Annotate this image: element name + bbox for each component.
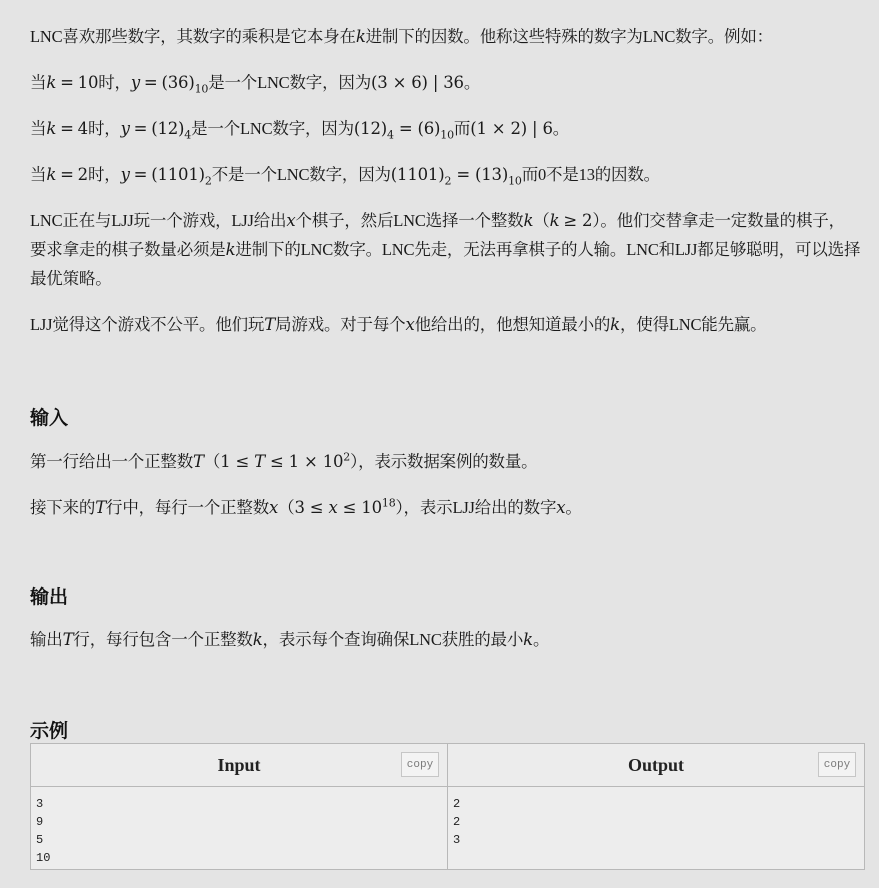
sample-input-line: 9	[36, 815, 44, 829]
sample-table	[30, 743, 865, 870]
input-section-body	[30, 447, 861, 539]
sample-output-header-label: Output	[627, 754, 685, 775]
statement-intro: LNC喜欢那些数字，其数字的乘积是它本身在k进制下的因数。他称这些特殊的数字为LNC数字。例如：	[30, 27, 773, 46]
sample-output-line: 2	[453, 815, 461, 829]
sample-input-header-label: Input	[217, 754, 261, 775]
output-section-body	[30, 625, 861, 671]
sample-output-line: 2	[453, 797, 461, 811]
input-section-title: 输入	[30, 408, 69, 429]
copy-input-button[interactable]: copy	[401, 752, 439, 777]
sample-output-header	[448, 744, 864, 787]
sample-output-column	[447, 744, 864, 869]
sample-section-title: 示例	[30, 721, 69, 742]
sample-input-line: 5	[36, 833, 44, 847]
sample-input-line: 10	[36, 851, 51, 865]
statement-game: LNC正在与LJJ玩一个游戏，LJJ给出x个棋子，然后LNC选择一个整数k（k ≥ 2）。他们交替拿走一定数量的棋子，要求拿走的棋子数量必须是k进制下的LNC数字。LNC先走，无法再拿棋子的人输。LNC和LJJ都足够聪明，可以选择最优策略。	[30, 211, 861, 288]
statement-task: LJJ觉得这个游戏不公平。他们玩T局游戏。对于每个x他给出的，他想知道最小的k，使得LNC能先赢。	[30, 315, 767, 334]
sample-input-header	[31, 744, 447, 787]
input-line-1: 第一行给出一个正整数$T(1 \le T \le 1 \times 10^2)$，表示数据案例的数量。	[30, 450, 538, 471]
statement-example-2: 当k = 4时，$y = (12)_4$是一个LNC数字，因为$(12)_4 = (6)_{10}$而(1 × 2) | 6。	[30, 119, 570, 142]
output-line-1: 输出T行，每行包含一个正整数k，表示每个查询确保LNC获胜的最小k。	[30, 630, 550, 649]
sample-output-line: 3	[453, 833, 461, 847]
copy-output-button[interactable]: copy	[818, 752, 856, 777]
sample-input-line: 3	[36, 797, 44, 811]
statement-example-1: 当k = 10时，$y = (36)_{10}$是一个LNC数字，因为(3 × 6) | 36。	[30, 73, 481, 96]
input-line-2: 接下来的T行中，每行一个正整数$x(3 \le x \le 10^{18})$，表示LJJ给出的数字x。	[30, 496, 582, 517]
sample-input-column	[31, 744, 447, 869]
statement-example-3: 当k = 2时，$y = (1101)_2$不是一个LNC数字，因为$(1101)_2 = (13)_{10}$而0不是13的因数。	[30, 165, 660, 188]
sample-output-body	[448, 787, 864, 849]
sample-input-body	[31, 787, 447, 867]
output-section-title: 输出	[30, 587, 69, 608]
